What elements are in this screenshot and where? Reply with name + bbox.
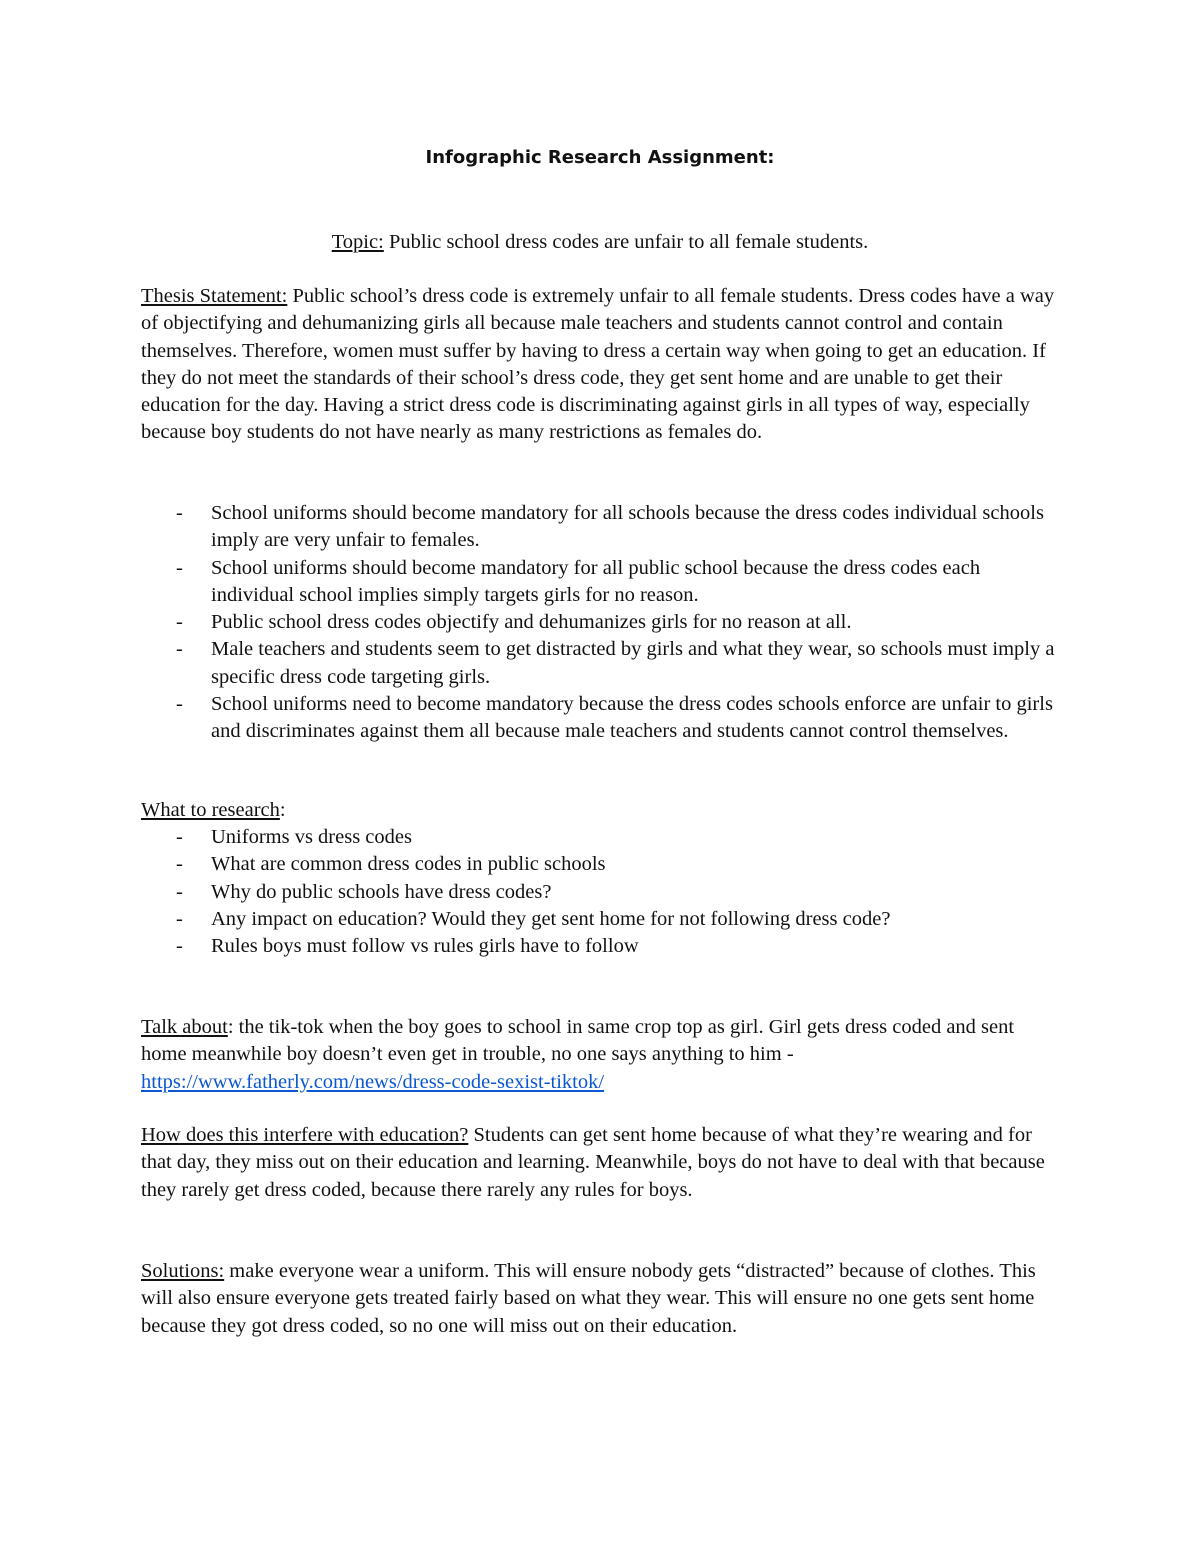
solutions-label: Solutions: xyxy=(141,1260,225,1282)
talk-label: Talk about xyxy=(141,1016,228,1038)
argument-text: Male teachers and students seem to get distracted by girls and what they wear, so schools must imply a specific dress code targeting girls. xyxy=(211,638,1055,688)
topic-label: Topic: xyxy=(331,231,384,253)
research-item-text: Rules boys must follow vs rules girls have to follow xyxy=(211,935,639,958)
list-item xyxy=(141,824,1061,851)
list-item xyxy=(141,906,1061,933)
research-colon: : xyxy=(279,799,286,821)
research-item-text: Uniforms vs dress codes xyxy=(211,826,412,848)
research-item-text: Any impact on education? Would they get sent home for not following dress code? xyxy=(211,907,891,930)
topic-paragraph xyxy=(0,229,1200,256)
arguments-list xyxy=(141,500,1061,746)
solutions-paragraph xyxy=(141,1258,1061,1340)
dash-bullet: - xyxy=(176,826,183,848)
interfere-paragraph xyxy=(141,1122,1061,1204)
argument-text: Public school dress codes objectify and dehumanizes girls for no reason at all. xyxy=(211,611,852,634)
list-item xyxy=(141,879,1061,906)
argument-text: School uniforms should become mandatory for all schools because the dress codes individual schools imply are very unfair to females. xyxy=(211,502,1044,552)
list-item xyxy=(141,609,1061,636)
research-item-text: Why do public schools have dress codes? xyxy=(211,880,552,903)
thesis-text: Public school’s dress code is extremely unfair to all female students. Dress codes have a way of objectifying and dehumanizing girls all because male teachers and students cannot control and contain themselves. Therefore, women must suffer by having to dress a certain way when going to get an education. If they do not meet the standards of their school’s dress code, they get sent home and are unable to get their education for the day. Having a strict dress code is discriminating against girls in all types of way, especially because boy students do not have nearly as many restrictions as females do. xyxy=(141,285,1055,444)
argument-text: School uniforms need to become mandatory because the dress codes schools enforce are unfair to girls and discriminates against them all because male teachers and students cannot control themselves. xyxy=(211,693,1053,743)
interfere-label: How does this interfere with education? xyxy=(141,1124,469,1146)
dash-bullet: - xyxy=(176,502,183,524)
list-item xyxy=(141,636,1061,691)
fatherly-link[interactable]: https://www.fatherly.com/news/dress-code-sexist-tiktok/ xyxy=(141,1070,605,1093)
thesis-paragraph xyxy=(141,283,1061,447)
thesis-label: Thesis Statement: xyxy=(141,285,288,307)
list-item xyxy=(141,851,1061,878)
research-heading xyxy=(141,797,1061,824)
list-item xyxy=(141,691,1061,746)
topic-text: Public school dress codes are unfair to all female students. xyxy=(383,231,869,253)
list-item xyxy=(141,555,1061,610)
talk-text: : the tik-tok when the boy goes to school in same crop top as girl. Girl gets dress coded and sent home meanwhile boy doesn’t even get in trouble, no one says anything to him - xyxy=(141,1016,1015,1066)
dash-bullet: - xyxy=(176,556,183,579)
dash-bullet: - xyxy=(176,935,183,958)
research-label: What to research xyxy=(141,799,280,821)
solutions-text: make everyone wear a uniform. This will ensure nobody gets “distracted” because of clothes. This will also ensure everyone gets treated fairly based on what they wear. This will ensure no one gets sent home because they got dress coded, so no one will miss out on their education. xyxy=(141,1260,1036,1337)
list-item xyxy=(141,500,1061,555)
research-list xyxy=(141,824,1061,960)
dash-bullet: - xyxy=(176,693,183,716)
list-item xyxy=(141,933,1061,960)
talk-about-paragraph xyxy=(141,1014,1061,1096)
research-item-text: What are common dress codes in public schools xyxy=(211,853,606,876)
dash-bullet: - xyxy=(176,880,183,903)
document-title: Infographic Research Assignment: xyxy=(425,147,775,168)
dash-bullet: - xyxy=(176,853,183,876)
dash-bullet: - xyxy=(176,638,183,661)
argument-text: School uniforms should become mandatory for all public school because the dress codes each individual school implies simply targets girls for no reason. xyxy=(211,556,981,606)
interfere-text: Students can get sent home because of what they’re wearing and for that day, they miss out on their education and learning. Meanwhile, boys do not have to deal with that because they rarely get dress coded, because there rarely any rules for boys. xyxy=(141,1124,1045,1201)
dash-bullet: - xyxy=(176,611,183,634)
dash-bullet: - xyxy=(176,907,183,930)
